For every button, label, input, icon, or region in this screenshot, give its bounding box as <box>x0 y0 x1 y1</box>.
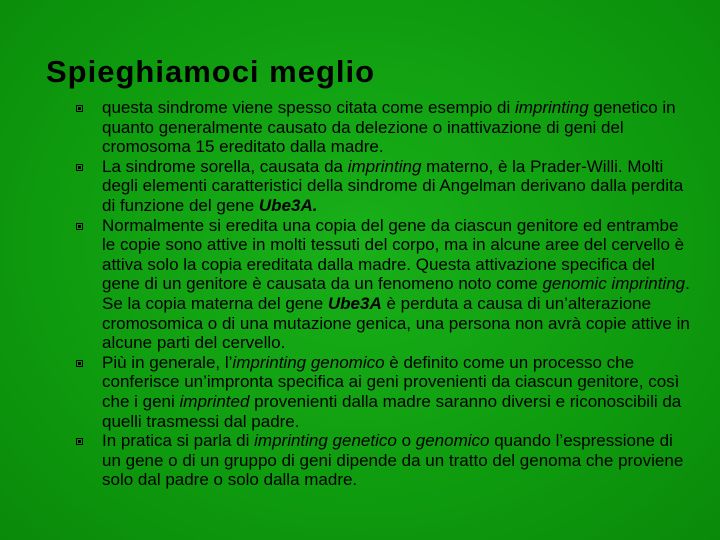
bullet-text: Normalmente si eredita una copia del gene da ciascun genitore ed entrambe le copie sono attive in molti tessuti del corpo, ma in alcune aree del cervello è attiva solo la copia ereditata dalla madre. Questa attivazione specifica del gene di un genitore è causata da un fenomeno noto come <box>102 215 685 294</box>
bullet-item <box>76 216 696 353</box>
bullet-text: quando l’espressione di un gene o di un gruppo di geni dipende da un tratto del genoma che proviene solo dal padre o solo dalla madre. <box>102 431 684 490</box>
bullet-list <box>76 98 696 490</box>
slide-title: Spieghiamoci meglio <box>46 54 376 89</box>
bullet-text: o <box>396 431 416 451</box>
bullet-item <box>76 157 696 216</box>
bullet-text: . Se la copia materna del gene <box>102 274 690 313</box>
bullet-text: questa sindrome viene spesso citata come esempio di <box>102 98 515 117</box>
bullet-item <box>76 98 696 157</box>
bullet-text: è definito come un processo che conferisce un’impronta specifica ai geni provenienti da ciascun genitore, così che i geni <box>102 352 680 411</box>
bullet-text: genomic imprinting <box>542 274 686 294</box>
bullet-text: imprinting genomico <box>232 352 385 372</box>
bullet-text: è perduta a causa di un’alterazione cromosomica o di una mutazione genica, una persona non avrà copie attive in alcune parti del cervello. <box>102 293 690 353</box>
square-bullet-icon <box>76 223 83 230</box>
bullet-text: In pratica si parla di <box>102 431 255 451</box>
bullet-text: imprinting genetico <box>254 431 397 451</box>
bullet-text: provenienti dalla madre saranno diversi e riconoscibili da quelli trasmessi dal padre. <box>102 391 682 431</box>
bullet-text: Ube3A <box>327 293 382 313</box>
bullet-text: genomico <box>415 431 490 451</box>
bullet-text: imprinted <box>179 391 250 411</box>
square-bullet-icon <box>76 164 83 171</box>
square-bullet-icon <box>76 105 83 112</box>
bullet-text: Più in generale, l’ <box>102 352 233 372</box>
square-bullet-icon <box>76 360 83 367</box>
square-bullet-icon <box>76 438 83 445</box>
bullet-text: Ube3A. <box>258 195 318 215</box>
bullet-text: genetico in quanto generalmente causato da delezione o inattivazione di geni del cromosoma 15 ereditato dalla madre. <box>102 98 676 157</box>
bullet-text: imprinting <box>514 98 589 117</box>
bullet-text: imprinting <box>347 156 422 176</box>
bullet-item <box>76 431 696 490</box>
bullet-text: La sindrome sorella, causata da <box>102 156 348 176</box>
bullet-text: materno, è la Prader-Willi. Molti degli elementi caratteristici della sindrome di Angelman derivano dalla perdita di funzione del gene <box>102 156 684 215</box>
bullet-item <box>76 353 696 431</box>
